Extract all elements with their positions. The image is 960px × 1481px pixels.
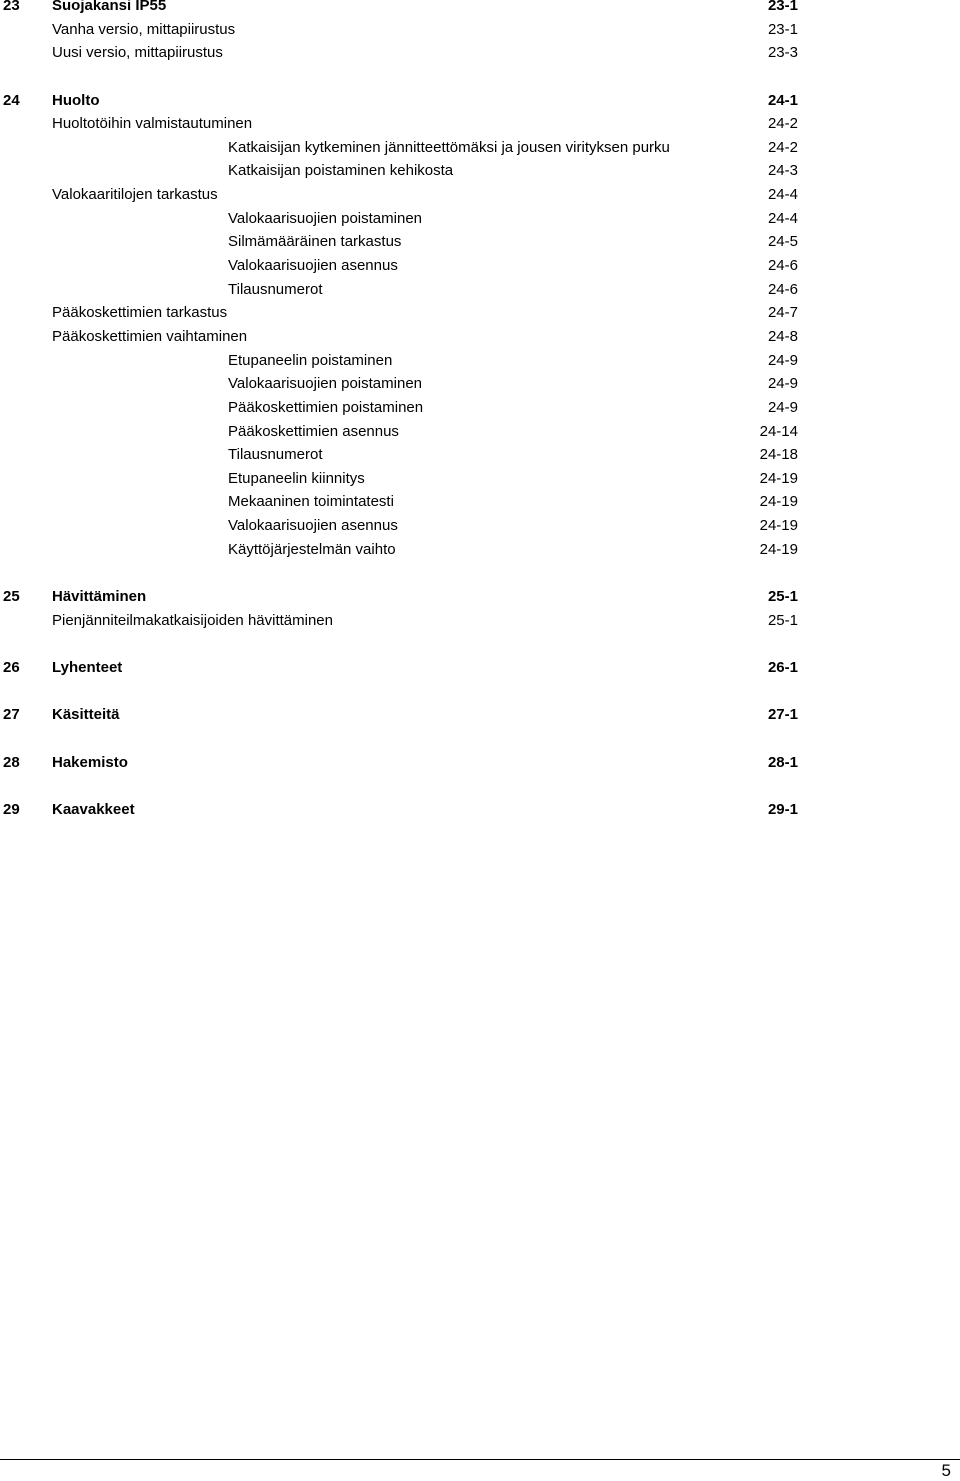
toc-entry-row[interactable] bbox=[0, 372, 960, 396]
toc-entry-row[interactable] bbox=[0, 230, 960, 254]
toc-entry-title[interactable]: Uusi versio, mittapiirustus bbox=[52, 44, 223, 62]
toc-page-reference: 24-9 bbox=[767, 351, 798, 369]
toc-entry-title[interactable]: Hävittäminen bbox=[52, 588, 147, 606]
toc-chapter-row[interactable] bbox=[0, 798, 960, 822]
toc-page-reference: 24-1 bbox=[767, 91, 798, 109]
toc-chapter-number: 29 bbox=[3, 800, 20, 818]
toc-chapter-number: 28 bbox=[3, 753, 20, 771]
toc-page-reference: 24-6 bbox=[767, 280, 798, 298]
toc-entry-title[interactable]: Katkaisijan kytkeminen jännitteettömäksi ja jousen virityksen purku bbox=[228, 138, 670, 156]
toc-page-reference: 24-9 bbox=[767, 375, 798, 393]
footer-divider bbox=[0, 1459, 960, 1460]
toc-entry-title[interactable]: Silmämääräinen tarkastus bbox=[228, 233, 402, 251]
toc-entry-title[interactable]: Etupaneelin poistaminen bbox=[228, 351, 393, 369]
toc-entry-row[interactable] bbox=[0, 183, 960, 207]
toc-entry-row[interactable] bbox=[0, 325, 960, 349]
toc-entry-row[interactable] bbox=[0, 467, 960, 491]
toc-page-reference: 23-3 bbox=[767, 44, 798, 62]
toc-spacer bbox=[0, 774, 960, 798]
toc-entry-title[interactable]: Valokaarisuojien asennus bbox=[228, 517, 398, 535]
toc-entry-title[interactable]: Käsitteitä bbox=[52, 706, 120, 724]
toc-chapter-row[interactable] bbox=[0, 703, 960, 727]
toc-entry-title[interactable]: Pääkoskettimien tarkastus bbox=[52, 304, 228, 322]
toc-entry-title[interactable]: Pääkoskettimien poistaminen bbox=[228, 398, 424, 416]
toc-page-reference: 23-1 bbox=[767, 0, 798, 14]
toc-entry-title[interactable]: Huoltotöihin valmistautuminen bbox=[52, 115, 253, 133]
toc-entry-title[interactable]: Katkaisijan poistaminen kehikosta bbox=[228, 162, 454, 180]
toc-page-reference: 24-2 bbox=[767, 115, 798, 133]
toc-chapter-number: 27 bbox=[3, 706, 20, 724]
toc-spacer bbox=[0, 727, 960, 751]
toc-chapter-row[interactable] bbox=[0, 656, 960, 680]
toc-page-reference: 24-9 bbox=[767, 398, 798, 416]
toc-entry-row[interactable] bbox=[0, 136, 960, 160]
toc-entry-row[interactable] bbox=[0, 443, 960, 467]
toc-chapter-row[interactable] bbox=[0, 0, 960, 18]
toc-page-reference: 24-19 bbox=[759, 540, 798, 558]
toc-page-reference: 24-19 bbox=[759, 517, 798, 535]
toc-page-reference: 24-19 bbox=[759, 469, 798, 487]
toc-entry-row[interactable] bbox=[0, 349, 960, 373]
toc-page-reference: 24-2 bbox=[767, 138, 798, 156]
toc-page-reference: 24-14 bbox=[759, 422, 798, 440]
toc-entry-row[interactable] bbox=[0, 514, 960, 538]
toc-entry-title[interactable]: Vanha versio, mittapiirustus bbox=[52, 20, 236, 38]
toc-spacer bbox=[0, 632, 960, 656]
toc-entry-title[interactable]: Etupaneelin kiinnitys bbox=[228, 469, 365, 487]
toc-entry-row[interactable] bbox=[0, 112, 960, 136]
toc-page-reference: 24-7 bbox=[767, 304, 798, 322]
toc-entry-title[interactable]: Pääkoskettimien asennus bbox=[228, 422, 399, 440]
toc-entry-title[interactable]: Huolto bbox=[52, 91, 100, 109]
toc-entry-row[interactable] bbox=[0, 609, 960, 633]
toc-entry-row[interactable] bbox=[0, 301, 960, 325]
toc-page-reference: 24-5 bbox=[767, 233, 798, 251]
toc-chapter-number: 25 bbox=[3, 588, 20, 606]
toc-chapter-number: 24 bbox=[3, 91, 20, 109]
toc-page-reference: 25-1 bbox=[767, 611, 798, 629]
toc-page-reference: 28-1 bbox=[767, 753, 798, 771]
toc-page-reference: 24-3 bbox=[767, 162, 798, 180]
toc-page-reference: 24-19 bbox=[759, 493, 798, 511]
toc-entry-title[interactable]: Mekaaninen toimintatesti bbox=[228, 493, 394, 511]
toc-entry-title[interactable]: Valokaarisuojien asennus bbox=[228, 257, 398, 275]
toc-entry-row[interactable] bbox=[0, 490, 960, 514]
toc-chapter-row[interactable] bbox=[0, 751, 960, 775]
toc-entry-title[interactable]: Tilausnumerot bbox=[228, 446, 323, 464]
toc-entry-row[interactable] bbox=[0, 41, 960, 65]
toc-page-reference: 29-1 bbox=[767, 800, 798, 818]
toc-page-reference: 24-18 bbox=[759, 446, 798, 464]
toc-spacer bbox=[0, 561, 960, 585]
toc-chapter-number: 23 bbox=[3, 0, 20, 14]
toc-page-reference: 24-4 bbox=[767, 186, 798, 204]
toc-entry-title[interactable]: Kaavakkeet bbox=[52, 800, 135, 818]
toc-page-reference: 24-4 bbox=[767, 209, 798, 227]
toc-page-reference: 26-1 bbox=[767, 658, 798, 676]
toc-page-reference: 23-1 bbox=[767, 20, 798, 38]
toc-entry-title[interactable]: Suojakansi IP55 bbox=[52, 0, 167, 14]
toc-entry-title[interactable]: Valokaarisuojien poistaminen bbox=[228, 375, 423, 393]
toc-page-reference: 24-8 bbox=[767, 327, 798, 345]
toc-entry-row[interactable] bbox=[0, 159, 960, 183]
toc-entry-row[interactable] bbox=[0, 207, 960, 231]
toc-chapter-number: 26 bbox=[3, 658, 20, 676]
toc-entry-row[interactable] bbox=[0, 18, 960, 42]
toc-chapter-row[interactable] bbox=[0, 585, 960, 609]
toc-spacer bbox=[0, 65, 960, 89]
toc-entry-row[interactable] bbox=[0, 538, 960, 562]
toc-entry-title[interactable]: Valokaaritilojen tarkastus bbox=[52, 186, 218, 204]
toc-entry-title[interactable]: Tilausnumerot bbox=[228, 280, 323, 298]
toc-entry-title[interactable]: Valokaarisuojien poistaminen bbox=[228, 209, 423, 227]
toc-entry-title[interactable]: Lyhenteet bbox=[52, 658, 123, 676]
toc-page-reference: 24-6 bbox=[767, 257, 798, 275]
toc-spacer bbox=[0, 680, 960, 704]
toc-chapter-row[interactable] bbox=[0, 89, 960, 113]
page-number: 5 bbox=[941, 1461, 951, 1480]
toc-entry-row[interactable] bbox=[0, 420, 960, 444]
toc-entry-title[interactable]: Pääkoskettimien vaihtaminen bbox=[52, 327, 248, 345]
toc-entry-title[interactable]: Pienjänniteilmakatkaisijoiden hävittäminen bbox=[52, 611, 333, 629]
toc-entry-row[interactable] bbox=[0, 278, 960, 302]
toc-entry-row[interactable] bbox=[0, 396, 960, 420]
toc-entry-title[interactable]: Käyttöjärjestelmän vaihto bbox=[228, 540, 396, 558]
toc-entry-title[interactable]: Hakemisto bbox=[52, 753, 128, 771]
toc-page-reference: 27-1 bbox=[767, 706, 798, 724]
toc-page-reference: 25-1 bbox=[767, 588, 798, 606]
toc-entry-row[interactable] bbox=[0, 254, 960, 278]
